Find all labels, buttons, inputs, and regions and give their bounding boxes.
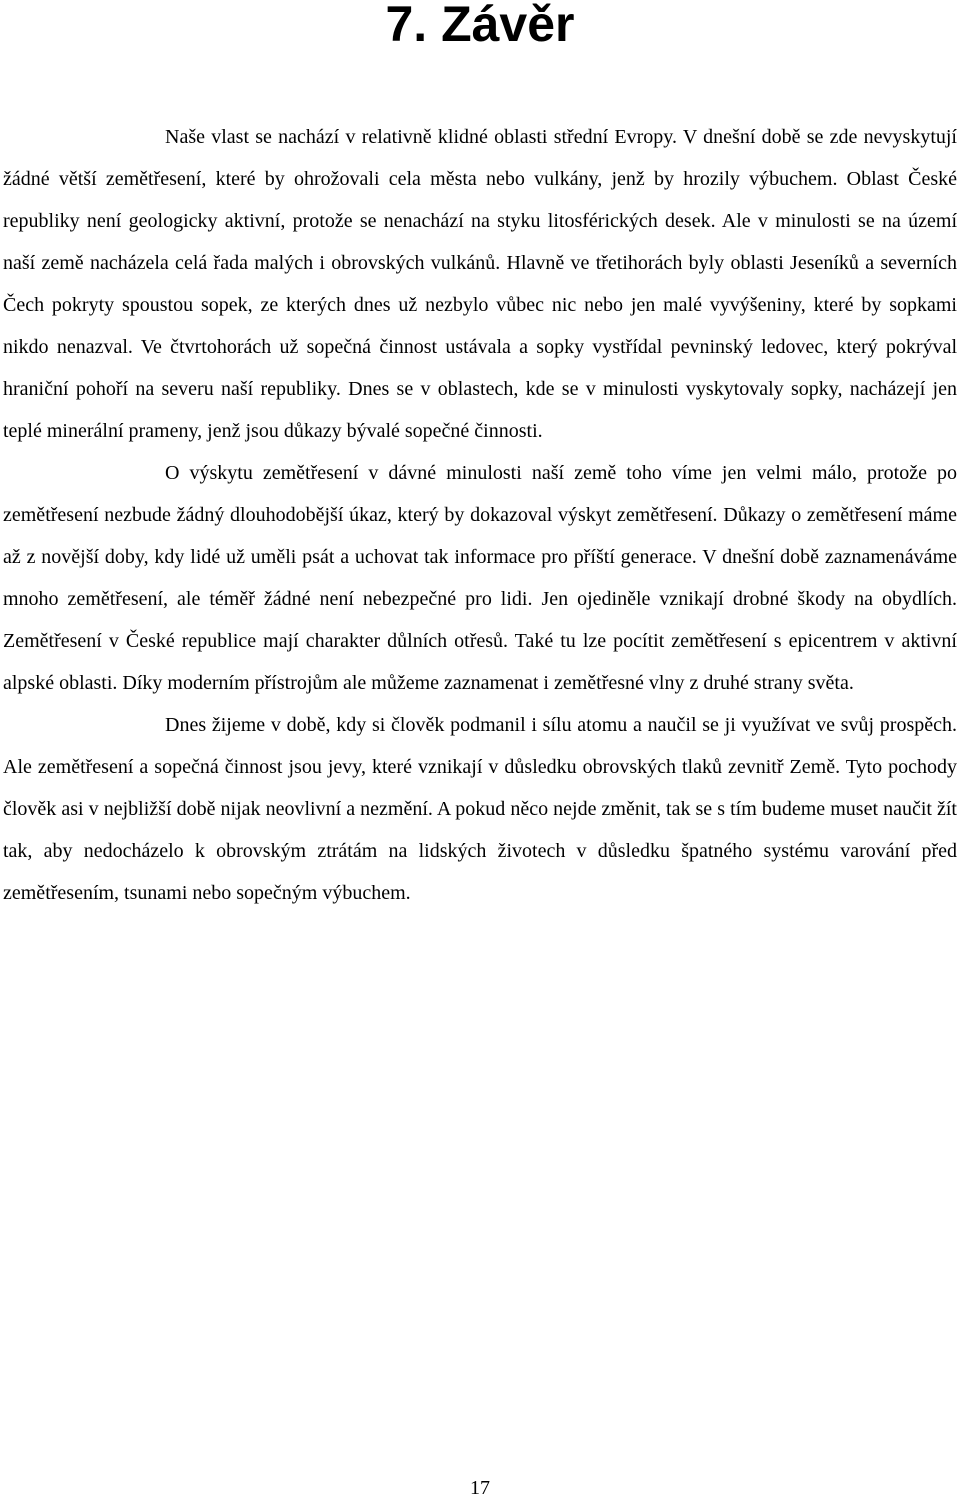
document-body (3, 116, 957, 914)
paragraph-2: O výskytu zemětřesení v dávné minulosti naší země toho víme jen velmi málo, protože po zemětřesení nezbude žádný dlouhodobější úkaz, který by dokazoval výskyt zemětřesení. Důkazy o zemětřesení máme až z novější doby, kdy lidé už uměli psát a uchovat tak informace pro příští generace. V dnešní době zaznamenáváme mnoho zemětřesení, ale téměř žádné není nebezpečné pro lidi. Jen ojediněle vznikají drobné škody na obydlích. Zemětřesení v České republice mají charakter důlních otřesů. Také tu lze pocítit zemětřesení s epicentrem v aktivní alpské oblasti. Díky moderním přístrojům ale můžeme zaznamenat i zemětřesné vlny z druhé strany světa. (3, 462, 957, 694)
paragraph-1: Naše vlast se nachází v relativně klidné oblasti střední Evropy. V dnešní době se zde nevyskytují žádné větší zemětřesení, které by ohrožovali cela města nebo vulkány, jenž by hrozily výbuchem. Oblast České republiky není geologicky aktivní, protože se nenachází na styku litosférických desek. Ale v minulosti se na území naší země nacházela celá řada malých i obrovských vulkánů. Hlavně ve třetihorách byly oblasti Jeseníků a severních Čech pokryty spoustou sopek, ze kterých dnes už nezbylo vůbec nic nebo jen malé vyvýšeniny, které by sopkami nikdo nenazval. Ve čtvrtohorách už sopečná činnost ustávala a sopky vystřídal pevninský ledovec, který pokrýval hraniční pohoří na severu naší republiky. Dnes se v oblastech, kde se v minulosti vyskytovaly sopky, nacházejí jen teplé minerální prameny, jenž jsou důkazy bývalé sopečné činnosti. (3, 126, 957, 442)
page-number: 17 (470, 1477, 490, 1499)
paragraph-3: Dnes žijeme v době, kdy si člověk podmanil i sílu atomu a naučil se ji využívat ve svůj prospěch. Ale zemětřesení a sopečná činnost jsou jevy, které vznikají v důsledku obrovských tlaků zevnitř Země. Tyto pochody člověk asi v nejbližší době nijak neovlivní a nezmění. A pokud něco nejde změnit, tak se s tím budeme muset naučit žít tak, aby nedocházelo k obrovským ztrátám na lidských životech v důsledku špatného systému varování před zemětřesením, tsunami nebo sopečným výbuchem. (3, 714, 957, 904)
page-title: 7. Závěr (385, 0, 575, 52)
